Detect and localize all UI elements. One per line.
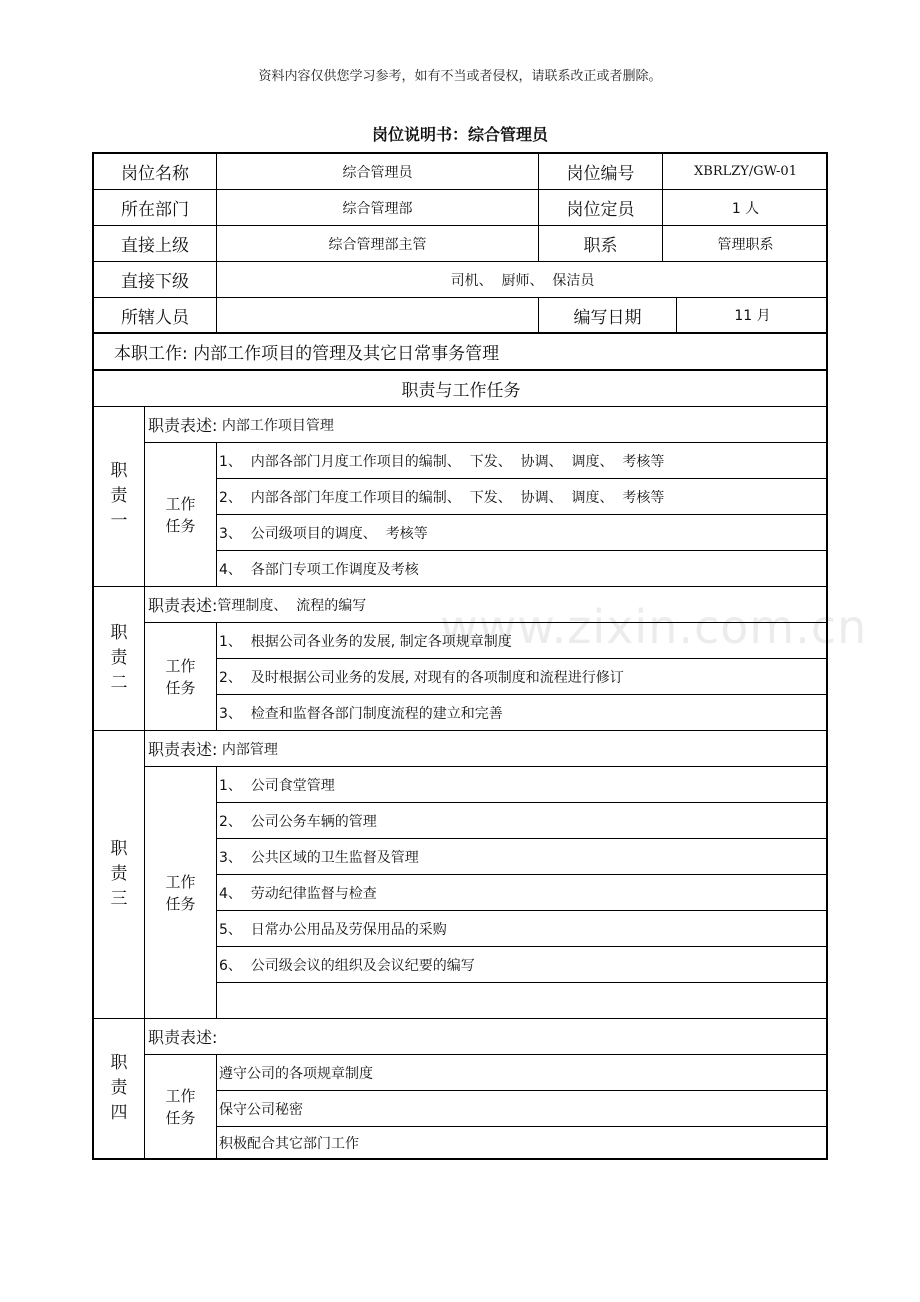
task-text: 3、 检查和监督各部门制度流程的建立和完善 — [219, 705, 503, 722]
duty-1-task-2 — [217, 479, 828, 515]
grade-label — [539, 226, 663, 262]
task-text: 6、 公司级会议的组织及会议纪要的编写 — [219, 957, 475, 974]
duty-1-description — [145, 407, 828, 443]
duties-header-text: 职责与工作任务 — [401, 381, 521, 401]
date-text: 11 月 — [734, 308, 771, 324]
duty-3-char: 三 — [110, 889, 128, 909]
desc-label: 职责表述: — [148, 1028, 218, 1047]
position-name-label-text: 岗位名称 — [121, 164, 189, 184]
position-name-label — [94, 154, 217, 190]
staff-value — [217, 298, 539, 334]
duty-4-tasks-label — [145, 1055, 217, 1158]
department-label — [94, 190, 217, 226]
job-description-table — [92, 152, 828, 1160]
duty-4-char: 四 — [110, 1103, 128, 1123]
subordinate-label-text: 直接下级 — [121, 272, 189, 292]
duty-1-description-text: 内部工作项目管理 — [221, 417, 334, 434]
tasks-label-text: 工作任务 — [165, 494, 196, 535]
headcount-value — [663, 190, 828, 226]
duty-4-task-1 — [217, 1055, 828, 1091]
grade-text: 管理职系 — [717, 236, 774, 253]
superior-label-text: 直接上级 — [121, 236, 189, 256]
duty-3-char: 职 — [110, 839, 128, 859]
duty-3-task-3 — [217, 839, 828, 875]
duty-1-task-4 — [217, 551, 828, 587]
duty-3-task-2 — [217, 803, 828, 839]
duty-2-char: 职 — [110, 623, 128, 643]
duty-3-char: 责 — [110, 864, 128, 884]
watermark: www.zixin.com.cn — [440, 600, 868, 654]
duty-4-description — [145, 1019, 828, 1055]
duty-3-tasks-label — [145, 767, 217, 1019]
tasks-label-text: 工作任务 — [165, 872, 196, 913]
staff-label — [94, 298, 217, 334]
task-text: 积极配合其它部门工作 — [219, 1135, 359, 1152]
duty-2-tasks-label — [145, 623, 217, 731]
task-text: 3、 公共区域的卫生监督及管理 — [219, 849, 419, 866]
superior-value — [217, 226, 539, 262]
position-no-text: XBRLZY/GW-01 — [694, 164, 797, 179]
duty-4-label — [94, 1019, 145, 1158]
task-text: 4、 各部门专项工作调度及考核 — [219, 561, 419, 578]
duty-1-task-3 — [217, 515, 828, 551]
staff-label-text: 所辖人员 — [121, 307, 189, 328]
department-text: 综合管理部 — [342, 200, 413, 217]
duty-2-label — [94, 587, 145, 731]
duty-2-task-1 — [217, 623, 828, 659]
duty-4-char: 职 — [110, 1053, 128, 1073]
date-label-text: 编写日期 — [573, 307, 642, 328]
duty-1-char: 责 — [110, 486, 128, 506]
task-text: 2、 及时根据公司业务的发展, 对现有的各项制度和流程进行修订 — [219, 669, 624, 686]
duty-3-label — [94, 731, 145, 1019]
duty-4-char: 责 — [110, 1078, 128, 1098]
duty-3-task-6 — [217, 947, 828, 983]
task-text: 1、 公司食堂管理 — [219, 777, 335, 794]
duty-4-task-3 — [217, 1127, 828, 1158]
duty-3-task-5 — [217, 911, 828, 947]
department-value — [217, 190, 539, 226]
subordinates-text: 司机、 厨师、 保洁员 — [450, 272, 595, 289]
duty-3-description — [145, 731, 828, 767]
main-work-text: 本职工作: 内部工作项目的管理及其它日常事务管理 — [114, 344, 500, 364]
grade-value — [663, 226, 828, 262]
desc-label: 职责表述: — [148, 740, 218, 759]
superior-text: 综合管理部主管 — [328, 236, 427, 253]
position-no-label — [539, 154, 663, 190]
position-name-text: 综合管理员 — [342, 164, 413, 181]
task-text: 2、 内部各部门年度工作项目的编制、 下发、 协调、 调度、 考核等 — [219, 489, 665, 506]
duty-1-char: 一 — [110, 511, 128, 531]
position-no-label-text: 岗位编号 — [566, 164, 635, 184]
position-no-value — [663, 154, 828, 190]
task-text: 2、 公司公务车辆的管理 — [219, 813, 377, 830]
grade-label-text: 职系 — [583, 236, 618, 256]
task-text: 4、 劳动纪律监督与检查 — [219, 885, 377, 902]
subordinate-value — [217, 262, 828, 298]
page-title: 岗位说明书：综合管理员 — [371, 125, 548, 144]
headcount-label — [539, 190, 663, 226]
main-work-row — [94, 334, 828, 371]
position-name-value — [217, 154, 539, 190]
duty-2-task-2 — [217, 659, 828, 695]
duty-1-tasks-label — [145, 443, 217, 587]
subordinate-label — [94, 262, 217, 298]
task-text: 1、 根据公司各业务的发展, 制定各项规章制度 — [219, 633, 512, 650]
duty-3-task-7 — [217, 983, 828, 1019]
date-label — [539, 298, 677, 334]
task-text: 保守公司秘密 — [219, 1101, 303, 1118]
superior-label — [94, 226, 217, 262]
duty-2-description — [145, 587, 828, 623]
task-text: 3、 公司级项目的调度、 考核等 — [219, 525, 428, 542]
duty-2-char: 责 — [110, 648, 128, 668]
task-text: 1、 内部各部门月度工作项目的编制、 下发、 协调、 调度、 考核等 — [219, 453, 665, 470]
desc-label: 职责表述: — [148, 416, 218, 435]
tasks-label-text: 工作任务 — [165, 1086, 196, 1127]
duty-2-description-text: 管理制度、 流程的编写 — [217, 597, 367, 614]
duty-2-char: 二 — [110, 673, 128, 693]
disclaimer-text: 资料内容仅供您学习参考，如有不当或者侵权，请联系改正或者删除。 — [258, 69, 662, 84]
task-text: 5、 日常办公用品及劳保用品的采购 — [219, 921, 447, 938]
duty-3-description-text: 内部管理 — [221, 741, 278, 758]
duty-4-task-2 — [217, 1091, 828, 1127]
duty-2-task-3 — [217, 695, 828, 731]
duties-header — [94, 371, 828, 407]
duty-1-task-1 — [217, 443, 828, 479]
headcount-text: 1 人 — [731, 200, 760, 217]
duty-3-task-1 — [217, 767, 828, 803]
task-text: 遵守公司的各项规章制度 — [219, 1065, 373, 1082]
tasks-label-text: 工作任务 — [165, 656, 196, 697]
duty-1-char: 职 — [110, 461, 128, 481]
desc-label: 职责表述: — [148, 596, 218, 615]
date-value — [677, 298, 828, 334]
department-label-text: 所在部门 — [121, 200, 189, 220]
duty-1-label — [94, 407, 145, 587]
headcount-label-text: 岗位定员 — [566, 200, 635, 220]
duty-3-task-4 — [217, 875, 828, 911]
